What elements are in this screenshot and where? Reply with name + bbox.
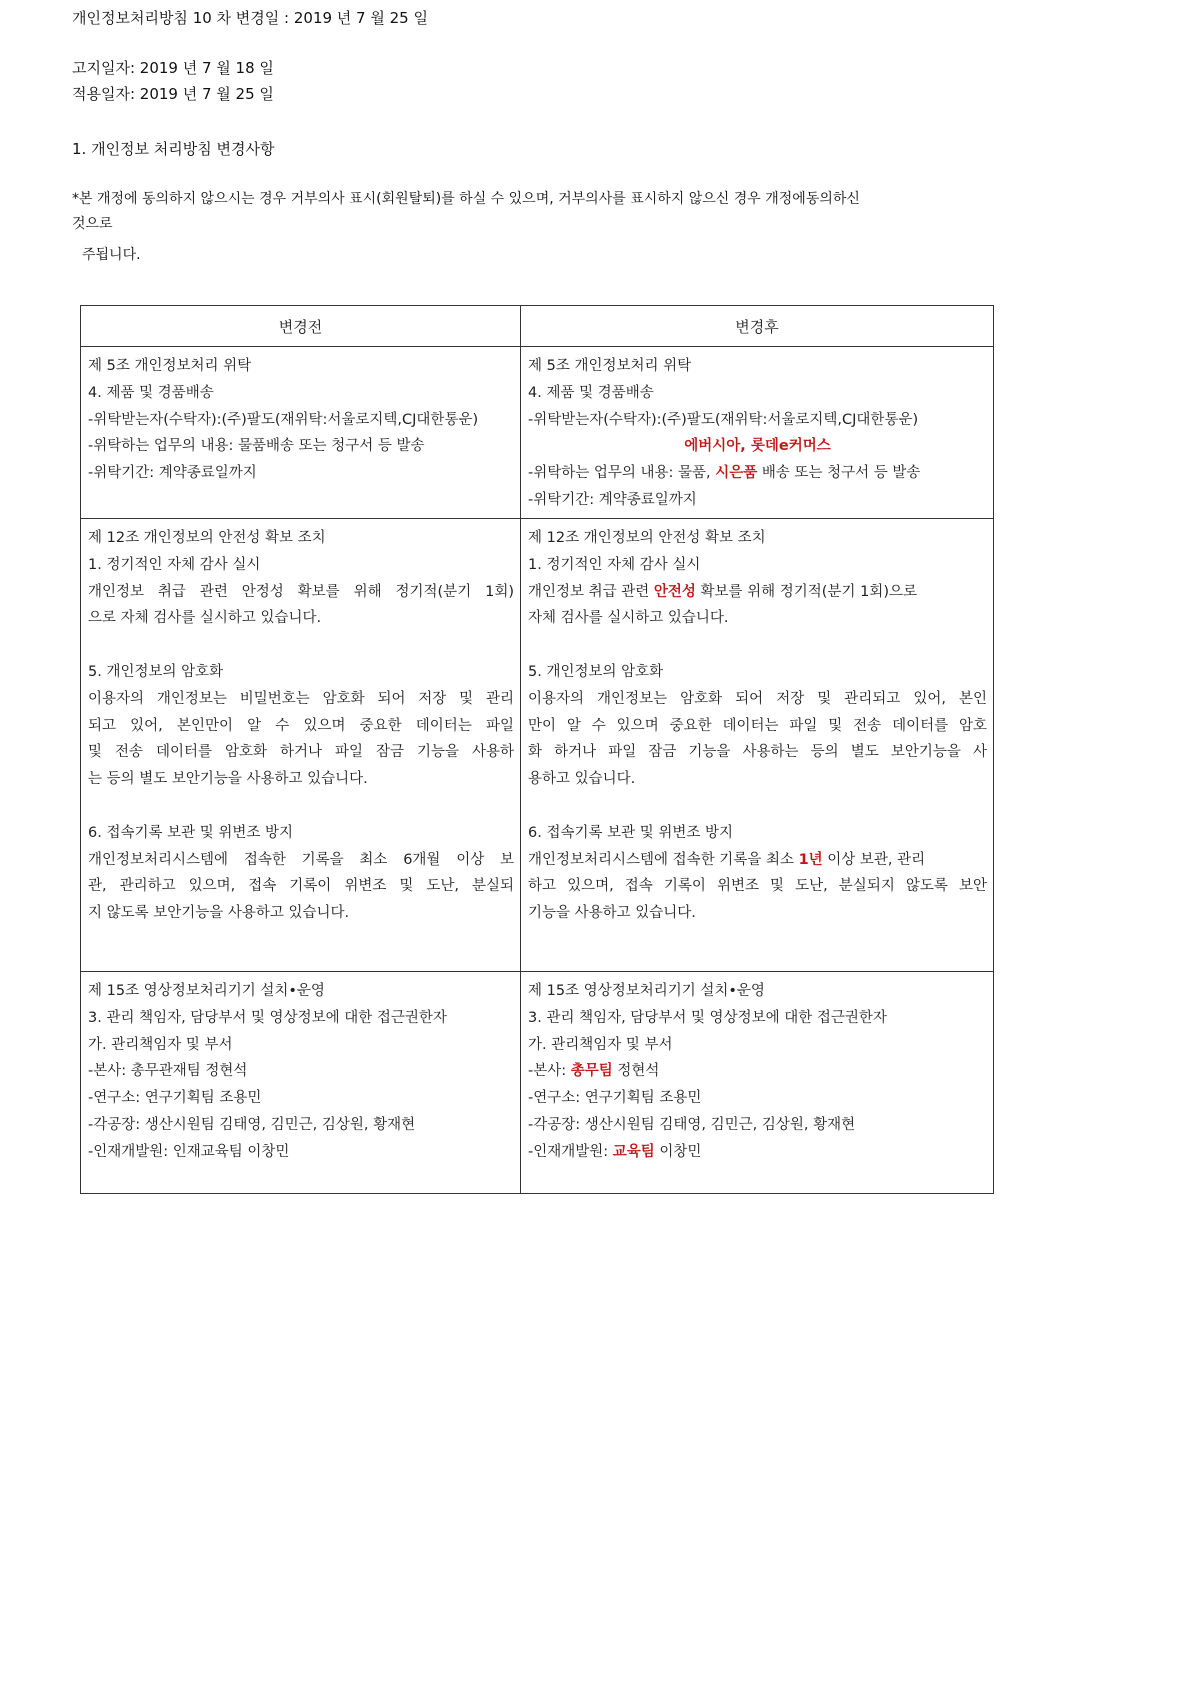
before-cell-article-15 xyxy=(81,972,521,1194)
changed-text-highlight: 안전성 xyxy=(653,583,696,600)
cell-line: 6. 접속기록 보관 및 위변조 방지 xyxy=(88,824,293,841)
cell-line: 제 12조 개인정보의 안전성 확보 조치 xyxy=(528,530,766,546)
cell-line: -위탁받는자(수탁자):(주)팔도(재위탁:서울로지텍,CJ대한통운) xyxy=(528,411,919,428)
column-header-after: 변경후 xyxy=(521,306,994,347)
table-header-row xyxy=(81,306,994,347)
notice-date: 고지일자: 2019 년 7 월 18 일 xyxy=(72,59,274,77)
changed-text-highlight: 1년 xyxy=(798,851,823,868)
blank-line xyxy=(528,793,987,820)
cell-line: 개인정보 취급 관련 안정성 확보를 위해 정기적(분기 1회) xyxy=(88,583,514,600)
consent-note-line1: *본 개정에 동의하지 않으시는 경우 거부의사 표시(회원탈퇴)를 하실 수 있으며, 거부의사를 표시하지 않으신 경우 개정에동의하신 xyxy=(72,191,860,207)
cell-line: 이용자의 개인정보는 비밀번호는 암호화 되어 저장 및 관리 xyxy=(88,690,514,707)
cell-line: 지 않도록 보안기능을 사용하고 있습니다. xyxy=(88,905,350,922)
changed-text-highlight: 시은품 xyxy=(715,465,758,482)
cell-line: -위탁기간: 계약종료일까지 xyxy=(88,465,257,482)
cell-line: 화 하거나 파일 잠금 기능을 사용하는 등의 별도 보안기능을 사 xyxy=(528,744,987,761)
changed-text-highlight: 총무팀 xyxy=(570,1063,613,1080)
cell-line: 으로 자체 검사를 실시하고 있습니다. xyxy=(88,610,322,627)
cell-line: 관, 관리하고 있으며, 접속 기록이 위변조 및 도난, 분실되 xyxy=(88,878,514,895)
before-cell-article-5 xyxy=(81,347,521,519)
cell-line: 4. 제품 및 경품배송 xyxy=(528,384,654,401)
text-span: 개인정보처리시스템에 접속한 기록을 최소 xyxy=(528,851,799,868)
cell-line: 제 15조 영상정보처리기기 설치•운영 xyxy=(528,983,765,999)
cell-line: -연구소: 연구기획팀 조용민 xyxy=(528,1090,702,1107)
cell-line: 1. 정기적인 자체 감사 실시 xyxy=(528,556,701,573)
cell-line: 4. 제품 및 경품배송 xyxy=(88,384,214,401)
cell-line: 자체 검사를 실시하고 있습니다. xyxy=(528,610,729,627)
consent-note-line2: 것으로 xyxy=(72,216,113,232)
cell-line: 개인정보처리시스템에 접속한 기록을 최소 6개월 이상 보 xyxy=(88,851,514,868)
cell-line: 및 전송 데이터를 암호화 하거나 파일 잠금 기능을 사용하 xyxy=(88,744,514,761)
text-span: -본사: xyxy=(528,1063,571,1080)
cell-line: -각공장: 생산시원팀 김태영, 김민근, 김상원, 황재현 xyxy=(528,1116,856,1133)
cell-line xyxy=(528,579,987,606)
cell-line: 가. 관리책임자 및 부서 xyxy=(528,1036,673,1053)
cell-line: -각공장: 생산시원팀 김태영, 김민근, 김상원, 황재현 xyxy=(88,1116,416,1133)
table-row xyxy=(81,519,994,972)
cell-line: 되고 있어, 본인만이 알 수 있으며 중요한 데이터는 파일 xyxy=(88,717,514,734)
text-span: 개인정보 취급 관련 xyxy=(528,583,654,600)
text-span: 배송 또는 청구서 등 발송 xyxy=(757,465,921,482)
effective-date: 적용일자: 2019 년 7 월 25 일 xyxy=(72,85,274,103)
cell-line: 제 5조 개인정보처리 위탁 xyxy=(528,358,692,374)
after-cell-article-12 xyxy=(521,519,994,972)
cell-line: 5. 개인정보의 암호화 xyxy=(88,663,224,680)
table-row xyxy=(81,347,994,519)
cell-line: -연구소: 연구기획팀 조용민 xyxy=(88,1090,262,1107)
text-span: 확보를 위해 정기적(분기 1회)으로 xyxy=(695,583,917,600)
text-span: 정현석 xyxy=(612,1063,660,1080)
cell-line xyxy=(528,1058,987,1085)
cell-line xyxy=(528,1139,987,1166)
revision-line: 개인정보처리방침 10 차 변경일 : 2019 년 7 월 25 일 xyxy=(72,9,428,27)
cell-line: 제 5조 개인정보처리 위탁 xyxy=(88,358,252,374)
cell-line: 5. 개인정보의 암호화 xyxy=(528,663,664,680)
cell-line: 용하고 있습니다. xyxy=(528,771,636,788)
cell-line: 는 등의 별도 보안기능을 사용하고 있습니다. xyxy=(88,771,368,788)
cell-line: 하고 있으며, 접속 기록이 위변조 및 도난, 분실되지 않도록 보안 xyxy=(528,878,987,895)
cell-line: -위탁하는 업무의 내용: 물품배송 또는 청구서 등 발송 xyxy=(88,438,425,455)
blank-line xyxy=(528,632,987,659)
change-comparison-table xyxy=(80,305,994,1194)
changed-text-highlight: 교육팀 xyxy=(612,1143,655,1160)
cell-line: -위탁기간: 계약종료일까지 xyxy=(528,491,697,508)
section-title: 1. 개인정보 처리방침 변경사항 xyxy=(72,140,275,158)
new-consignee-highlight: 에버시아, 롯데e커머스 xyxy=(684,438,831,455)
table-row xyxy=(81,972,994,1194)
column-header-before: 변경전 xyxy=(81,306,521,347)
cell-line: 이용자의 개인정보는 암호화 되어 저장 및 관리되고 있어, 본인 xyxy=(528,690,987,707)
blank-line xyxy=(88,632,514,659)
cell-line xyxy=(528,460,987,487)
text-span: -위탁하는 업무의 내용: 물품, xyxy=(528,465,716,482)
text-span: 이창민 xyxy=(654,1143,702,1160)
cell-line: 3. 관리 책임자, 담당부서 및 영상정보에 대한 접근권한자 xyxy=(528,1009,887,1026)
cell-line xyxy=(528,847,987,874)
after-cell-article-5 xyxy=(521,347,994,519)
before-cell-article-12 xyxy=(81,519,521,972)
cell-line: -위탁받는자(수탁자):(주)팔도(재위탁:서울로지텍,CJ대한통운) xyxy=(88,411,479,428)
cell-line: 1. 정기적인 자체 감사 실시 xyxy=(88,556,261,573)
cell-line: -인재개발원: 인재교육팀 이창민 xyxy=(88,1143,290,1160)
cell-line: 3. 관리 책임자, 담당부서 및 영상정보에 대한 접근권한자 xyxy=(88,1009,447,1026)
cell-line: 제 15조 영상정보처리기기 설치•운영 xyxy=(88,983,325,999)
cell-line: 가. 관리책임자 및 부서 xyxy=(88,1036,233,1053)
cell-line: 기능을 사용하고 있습니다. xyxy=(528,905,696,922)
consent-note-line3: 주됩니다. xyxy=(82,247,141,263)
cell-line: -본사: 총무관재팀 정현석 xyxy=(88,1063,248,1080)
text-span: 이상 보관, 관리 xyxy=(822,851,926,868)
blank-line xyxy=(88,793,514,820)
cell-line: 6. 접속기록 보관 및 위변조 방지 xyxy=(528,824,733,841)
text-span: -인재개발원: xyxy=(528,1143,613,1160)
after-cell-article-15 xyxy=(521,972,994,1194)
cell-line: 만이 알 수 있으며 중요한 데이터는 파일 및 전송 데이터를 암호 xyxy=(528,717,987,734)
cell-line: 제 12조 개인정보의 안전성 확보 조치 xyxy=(88,530,326,546)
